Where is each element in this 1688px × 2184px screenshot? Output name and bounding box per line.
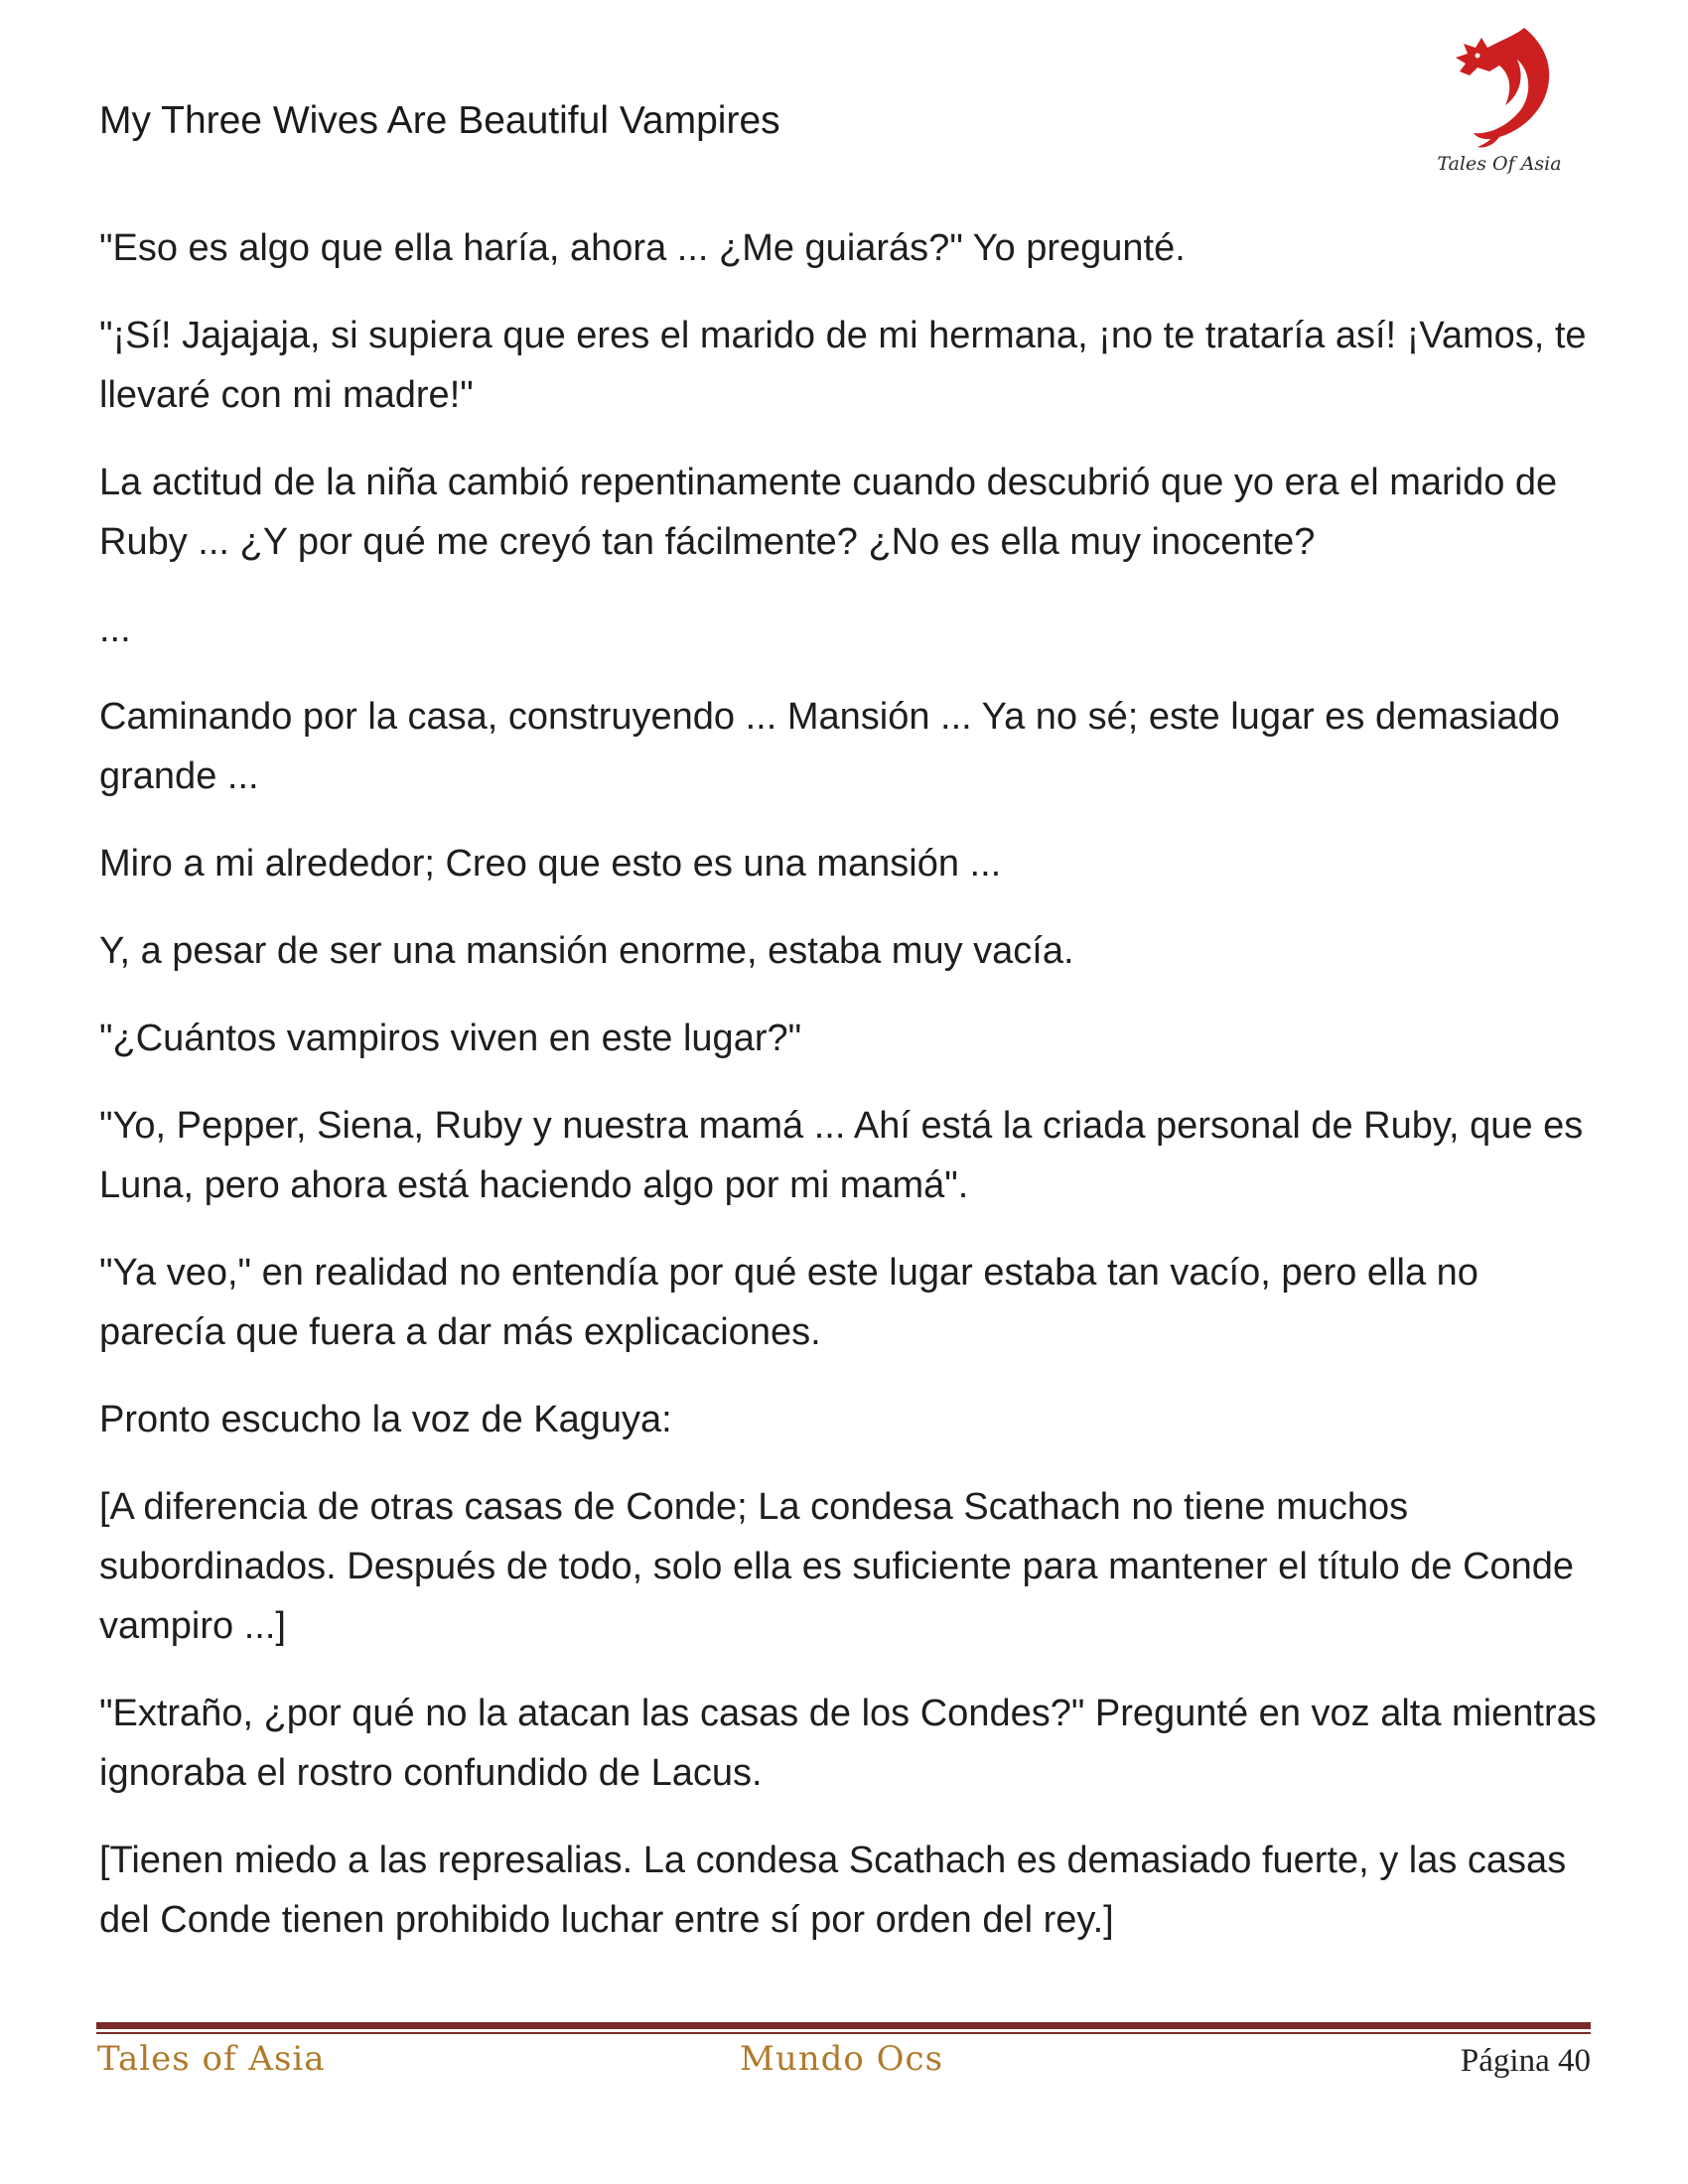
footer-group-name: Mundo Ocs <box>740 2039 944 2079</box>
paragraph: Caminando por la casa, construyendo ... Mansión ... Ya no sé; este lugar es demasiado grande ... <box>99 696 1560 797</box>
paragraph: "Yo, Pepper, Siena, Ruby y nuestra mamá ... Ahí está la criada personal de Ruby, que es Luna, pero ahora está haciendo algo por mi mamá". <box>99 1105 1584 1206</box>
paragraph: [Tienen miedo a las represalias. La condesa Scathach es demasiado fuerte, y las casas del Conde tienen prohibido luchar entre sí por orden del rey.] <box>99 1840 1567 1941</box>
paragraph: "Eso es algo que ella haría, ahora ... ¿Me guiarás?" Yo pregunté. <box>99 227 1186 269</box>
logo-text: Tales Of Asia <box>1437 153 1562 175</box>
footer-divider <box>96 2022 1591 2029</box>
dragon-icon <box>1430 20 1569 154</box>
paragraph: Miro a mi alrededor; Creo que esto es una mansión ... <box>99 843 1002 885</box>
page-title: My Three Wives Are Beautiful Vampires <box>99 99 780 142</box>
paragraph: [A diferencia de otras casas de Conde; La condesa Scathach no tiene muchos subordinados. Después de todo, solo ella es suficiente para mantener el título de Conde vampiro ...] <box>99 1486 1575 1647</box>
paragraph: Y, a pesar de ser una mansión enorme, estaba muy vacía. <box>99 930 1074 972</box>
tales-of-asia-logo <box>1430 20 1569 179</box>
page-number: Página 40 <box>1460 2043 1591 2079</box>
chapter-body <box>99 218 1599 1978</box>
paragraph: "¿Cuántos vampiros viven en este lugar?" <box>99 1018 802 1059</box>
footer-site-name: Tales of Asia <box>97 2039 326 2079</box>
paragraph: La actitud de la niña cambió repentinamente cuando descubrió que yo era el marido de Ruby ... ¿Y por qué me creyó tan fácilmente? ¿No es ella muy inocente? <box>99 462 1558 563</box>
paragraph: ... <box>99 609 131 650</box>
paragraph: Pronto escucho la voz de Kaguya: <box>99 1399 672 1440</box>
paragraph: "¡Sí! Jajajaja, si supiera que eres el marido de mi hermana, ¡no te trataría así! ¡Vamos, te llevaré con mi madre!" <box>99 315 1587 416</box>
footer-divider-thin <box>96 2032 1591 2034</box>
paragraph: "Extraño, ¿por qué no la atacan las casas de los Condes?" Pregunté en voz alta mientras ignoraba el rostro confundido de Lacus. <box>99 1693 1597 1794</box>
paragraph: "Ya veo," en realidad no entendía por qué este lugar estaba tan vacío, pero ella no parecía que fuera a dar más explicaciones. <box>99 1252 1478 1353</box>
